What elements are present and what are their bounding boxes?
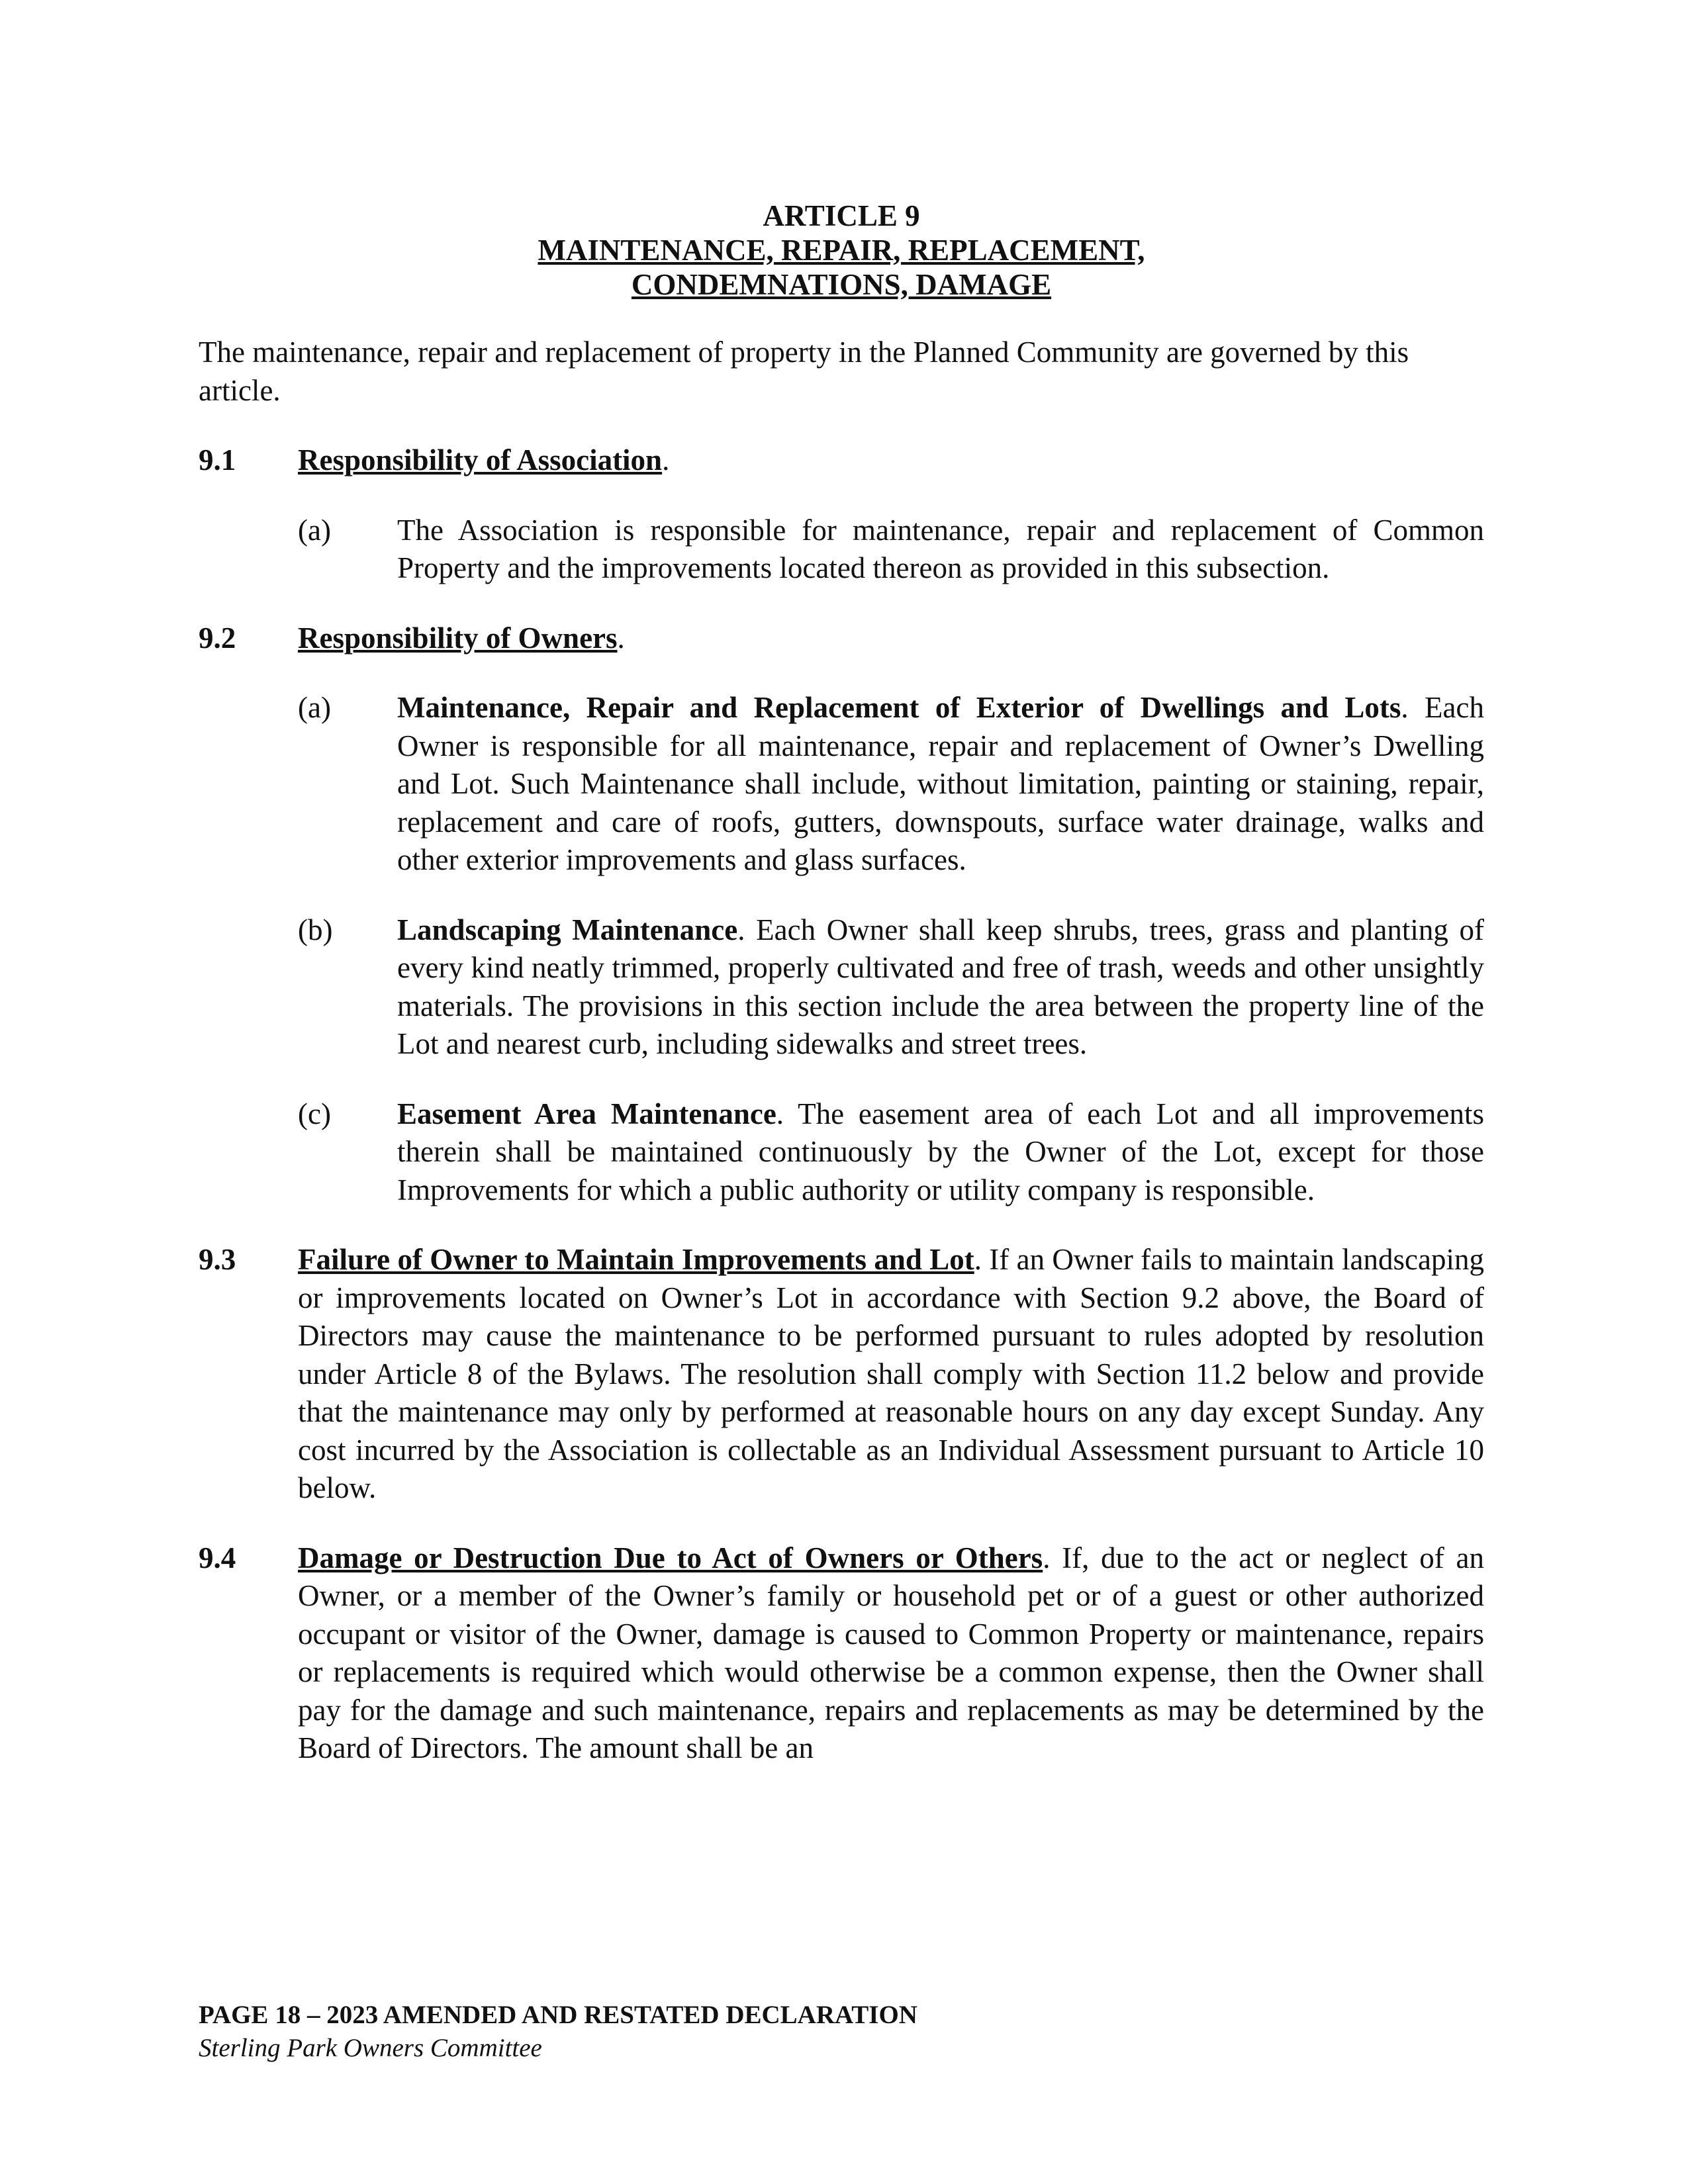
- section-9-3: [199, 1241, 1484, 1508]
- subsection-9-2-c: [199, 1095, 1484, 1210]
- subsection-title: Easement Area Maintenance: [397, 1097, 776, 1130]
- subsection-title: Landscaping Maintenance: [397, 913, 738, 946]
- section-title-period: .: [617, 621, 625, 655]
- page-content: [199, 199, 1484, 1768]
- section-9-2: [199, 619, 1484, 658]
- section-title: Responsibility of Association: [298, 443, 663, 477]
- section-title: Failure of Owner to Maintain Improvements and Lot: [298, 1243, 974, 1276]
- footer-committee: Sterling Park Owners Committee: [199, 2034, 542, 2062]
- subsection-text: . Each Owner is responsible for all maintenance, repair and replacement of Owner’s Dwelling and Lot. Such Maintenance shall include, without limitation, painting or staining, repair, replacement and care of roofs, gutters, downspouts, surface water drainage, walks and other exterior improvements and glass surfaces.: [397, 691, 1484, 876]
- article-intro: The maintenance, repair and replacement of property in the Planned Community are governed by this article.: [199, 336, 1409, 407]
- section-paragraph: [298, 1241, 1484, 1508]
- subsection-paragraph: [397, 689, 1484, 880]
- section-title: Responsibility of Owners: [298, 621, 618, 655]
- subsection-text: The Association is responsible for maintenance, repair and replacement of Common Property and the improvements located thereon as provided in this subsection.: [397, 513, 1484, 584]
- footer-page-label: PAGE 18 – 2023 AMENDED AND RESTATED DECLARATION: [199, 2001, 917, 2029]
- section-number: 9.4: [199, 1541, 236, 1574]
- subsection-9-2-b: [199, 911, 1484, 1064]
- article-title-line-2: CONDEMNATIONS, DAMAGE: [631, 268, 1052, 301]
- subsection-paragraph: [397, 1095, 1484, 1210]
- subsection-letter: (b): [298, 913, 333, 946]
- subsection-letter: (a): [298, 513, 331, 547]
- section-title-period: .: [662, 443, 670, 477]
- section-number: 9.1: [199, 443, 236, 477]
- subsection-letter: (c): [298, 1097, 331, 1130]
- article-number: ARTICLE 9: [763, 199, 920, 232]
- article-heading: [199, 199, 1484, 302]
- section-number: 9.3: [199, 1243, 236, 1276]
- section-9-4: [199, 1539, 1484, 1768]
- section-paragraph: [298, 1539, 1484, 1768]
- section-text: . If an Owner fails to maintain landscaping or improvements located on Owner’s Lot in accordance with Section 9.2 above, the Board of Directors may cause the maintenance to be performed pursuant to rules adopted by resolution under Article 8 of the Bylaws. The resolution shall comply with Section 11.2 below and provide that the maintenance may only by performed at reasonable hours on any day except Sunday. Any cost incurred by the Association is collectable as an Individual Assessment pursuant to Article 10 below.: [298, 1243, 1484, 1504]
- section-number: 9.2: [199, 621, 236, 655]
- subsection-title: Maintenance, Repair and Replacement of Exterior of Dwellings and Lots: [397, 691, 1401, 724]
- section-text: . If, due to the act or neglect of an Owner, or a member of the Owner’s family or household pet or of a guest or other authorized occupant or visitor of the Owner, damage is caused to Common Property or maintenance, repairs or replacements is required which would otherwise be a common expense, then the Owner shall pay for the damage and such maintenance, repairs and replacements as may be determined by the Board of Directors. The amount shall be an: [298, 1541, 1484, 1764]
- subsection-letter: (a): [298, 691, 331, 724]
- subsection-text: . The easement area of each Lot and all improvements therein shall be maintained continuously by the Owner of the Lot, except for those Improvements for which a public authority or utility company is responsible.: [397, 1097, 1484, 1206]
- subsection-9-1-a: [199, 512, 1484, 588]
- page-footer: [199, 1999, 1484, 2065]
- subsection-paragraph: [397, 911, 1484, 1064]
- subsection-9-2-a: [199, 689, 1484, 880]
- section-title: Damage or Destruction Due to Act of Owners or Others: [298, 1541, 1043, 1574]
- section-9-1: [199, 441, 1484, 480]
- article-title-line-1: MAINTENANCE, REPAIR, REPLACEMENT,: [538, 234, 1145, 267]
- subsection-text: . Each Owner shall keep shrubs, trees, grass and planting of every kind neatly trimmed, properly cultivated and free of trash, weeds and other unsightly materials. The provisions in this section include the area between the property line of the Lot and nearest curb, including sidewalks and street trees.: [397, 913, 1484, 1060]
